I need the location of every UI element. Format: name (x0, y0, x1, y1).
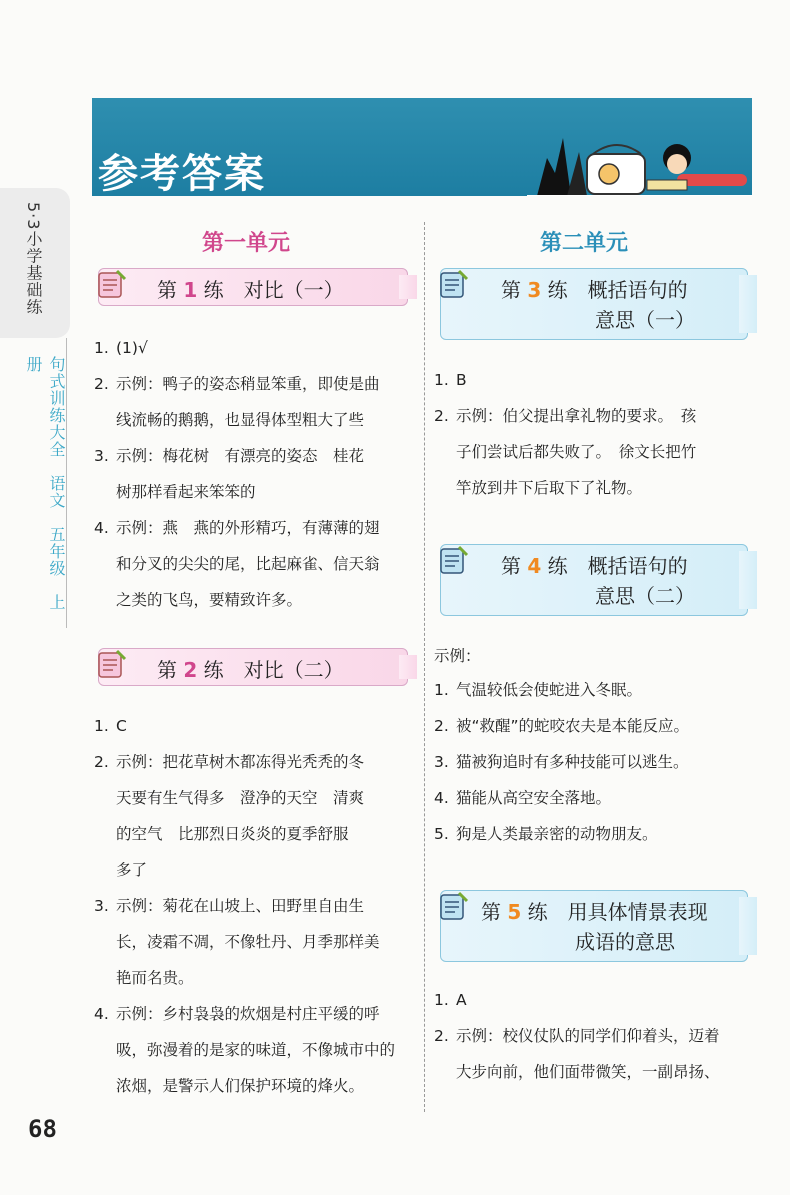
l4-answer-3 (434, 744, 689, 780)
answer-index: 3. (434, 753, 449, 771)
lesson-5-number: 5 (507, 900, 522, 924)
lesson-5-prefix: 第 (481, 900, 501, 924)
lesson-3-number: 3 (527, 278, 542, 302)
l3-answer-1 (434, 362, 467, 398)
l1-answer-1 (94, 330, 148, 366)
answer-line: 示例：菊花在山坡上、田野里自由生 (116, 897, 365, 915)
lesson-3-prefix: 第 (501, 278, 521, 302)
lesson-4-topic-line2: 意思（二） (595, 584, 695, 608)
lesson-2-number: 2 (183, 658, 198, 682)
answer-index: 2. (94, 375, 109, 393)
page-number: 68 (28, 1115, 57, 1143)
answer-text: 被“救醒”的蛇咬农夫是本能反应。 (456, 717, 690, 735)
l1-answer-3 (94, 438, 364, 510)
answer-text: A (456, 991, 467, 1009)
answer-banner (92, 98, 752, 196)
lesson-3-header (440, 268, 748, 340)
lesson-1-topic: 练 对比（一） (203, 278, 344, 302)
answer-index: 4. (94, 1005, 109, 1023)
answer-index: 2. (94, 753, 109, 771)
notebook-icon (93, 267, 129, 303)
l2-answer-1 (94, 708, 127, 744)
answer-index: 4. (94, 519, 109, 537)
answer-text: 狗是人类最亲密的动物朋友。 (456, 825, 658, 843)
answer-index: 2. (434, 407, 449, 425)
answer-index: 1. (94, 717, 109, 735)
answer-line: 和分叉的尖尖的尾，比起麻雀、信天翁 (116, 555, 380, 573)
answer-line: 树那样看起来笨笨的 (116, 483, 256, 501)
lesson-4-prefix: 第 (501, 554, 521, 578)
l4-answer-5 (434, 816, 658, 852)
lesson-4-title (501, 551, 695, 611)
lesson-5-topic: 练 用具体情景表现 (527, 900, 708, 924)
answer-index: 2. (434, 1027, 449, 1045)
lesson-4-number: 4 (527, 554, 542, 578)
answer-line: 多了 (116, 861, 148, 879)
answer-text: B (456, 371, 467, 389)
lesson-2-title (157, 655, 344, 685)
answer-index: 1. (434, 681, 449, 699)
answer-index: 5. (434, 825, 449, 843)
answer-line: 示例：校仪仗队的同学们仰着头，迈着 (456, 1027, 720, 1045)
notebook-icon (93, 647, 129, 683)
answer-index: 1. (94, 339, 109, 357)
answer-index: 3. (94, 447, 109, 465)
answer-text: (1)√ (116, 339, 148, 357)
banner-title: 参考答案 (98, 151, 266, 197)
answer-line: 示例：乡村袅袅的炊烟是村庄平缓的呼 (116, 1005, 380, 1023)
lesson-2-header (98, 648, 408, 686)
unit-two-title: 第二单元 (540, 231, 629, 256)
lesson-2-prefix: 第 (157, 658, 177, 682)
answer-text: C (116, 717, 127, 735)
notebook-icon (435, 889, 471, 925)
answer-line: 示例：把花草树木都冻得光秃秃的冬 (116, 753, 365, 771)
lesson-5-topic-line2: 成语的意思 (575, 930, 675, 954)
answer-line: 天要有生气得多 澄净的天空 清爽 (116, 789, 365, 807)
answer-line: 示例：伯父提出拿礼物的要求。 孩 (456, 407, 697, 425)
answer-line: 子们尝试后都失败了。 徐文长把竹 (456, 443, 697, 461)
answer-index: 1. (434, 371, 449, 389)
answer-line: 长，凌霜不凋，不像牡丹、月季那样美 (116, 933, 380, 951)
l2-answer-4 (94, 996, 395, 1104)
lesson-1-prefix: 第 (157, 278, 177, 302)
answer-line: 示例：鸭子的姿态稍显笨重，即使是曲 (116, 375, 380, 393)
series-brand (0, 188, 70, 338)
column-divider (424, 222, 425, 1112)
answer-line: 之类的飞鸟，要精致许多。 (116, 591, 303, 609)
answer-line: 浓烟，是警示人们保护环境的烽火。 (116, 1077, 365, 1095)
answer-text: 猫能从高空安全落地。 (456, 789, 612, 807)
reading-kid-illustration (527, 118, 752, 196)
answer-text: 气温较低会使蛇进入冬眠。 (456, 681, 643, 699)
l1-answer-2 (94, 366, 380, 438)
l2-answer-3 (94, 888, 380, 996)
l3-answer-2 (434, 398, 696, 506)
lesson-1-number: 1 (183, 278, 198, 302)
lesson-5-header (440, 890, 748, 962)
book-subtitle-text: 句式训练大全 语文 五年级 上册 (24, 356, 66, 611)
side-tab (0, 188, 70, 628)
l5-answer-2 (434, 1018, 720, 1090)
l4-answer-4 (434, 780, 611, 816)
lesson-2-topic: 练 对比（二） (203, 658, 344, 682)
lesson-1-header (98, 268, 408, 306)
lesson-4-topic: 练 概括语句的 (547, 554, 688, 578)
answer-line: 示例：梅花树 有漂亮的姿态 桂花 (116, 447, 365, 465)
book-subtitle (0, 356, 70, 626)
l4-answer-2 (434, 708, 689, 744)
answer-index: 2. (434, 717, 449, 735)
answer-line: 示例：燕 燕的外形精巧，有薄薄的翅 (116, 519, 380, 537)
series-brand-text: 5·3小学基础练 (24, 202, 43, 316)
answer-index: 1. (434, 991, 449, 1009)
l4-answer-1 (434, 672, 642, 708)
l1-answer-4 (94, 510, 380, 618)
notebook-icon (435, 267, 471, 303)
answer-line: 吸，弥漫着的是家的味道，不像城市中的 (116, 1041, 396, 1059)
lesson-1-title (157, 275, 344, 305)
lesson-4-header (440, 544, 748, 616)
answer-text: 猫被狗追时有多种技能可以逃生。 (456, 753, 689, 771)
lesson-3-topic: 练 概括语句的 (547, 278, 688, 302)
unit-one-title: 第一单元 (202, 231, 291, 256)
answer-line: 大步向前，他们面带微笑，一副昂扬、 (456, 1063, 720, 1081)
notebook-icon (435, 543, 471, 579)
lesson-3-topic-line2: 意思（一） (595, 308, 695, 332)
lesson-5-title (481, 897, 708, 957)
l4-intro: 示例： (434, 647, 481, 665)
answer-index: 3. (94, 897, 109, 915)
answer-line: 线流畅的鹅鹅，也显得体型粗大了些 (116, 411, 365, 429)
l2-answer-2 (94, 744, 364, 888)
lesson-3-title (501, 275, 695, 335)
answer-line: 竿放到井下后取下了礼物。 (456, 479, 643, 497)
answer-line: 的空气 比那烈日炎炎的夏季舒服 (116, 825, 349, 843)
l5-answer-1 (434, 982, 467, 1018)
answer-line: 艳而名贵。 (116, 969, 194, 987)
answer-index: 4. (434, 789, 449, 807)
